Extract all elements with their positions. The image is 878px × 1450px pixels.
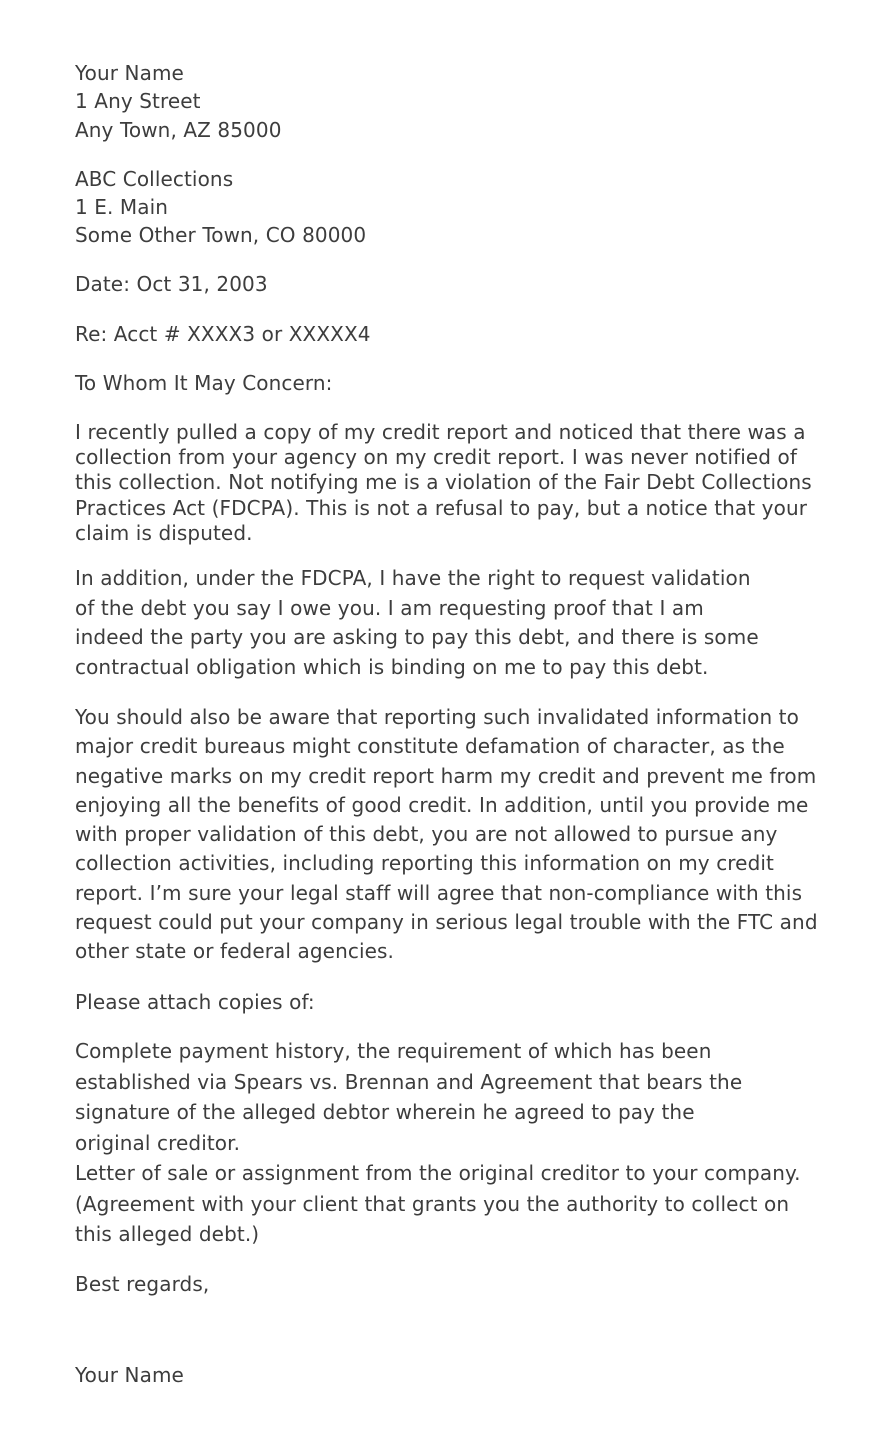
attachment-line: original creditor. [75, 1130, 241, 1155]
paragraph-line: other state or federal agencies. [75, 939, 394, 964]
recipient-street: 1 E. Main [75, 195, 169, 219]
letter-date: Date: Oct 31, 2003 [75, 272, 268, 296]
paragraph-line: I recently pulled a copy of my credit report and noticed that there was a [75, 420, 806, 444]
recipient-city: Some Other Town, CO 80000 [75, 223, 367, 247]
paragraph-line: indeed the party you are asking to pay this debt, and there is some [75, 625, 759, 649]
attachment-line: signature of the alleged debtor wherein he agreed to pay the [75, 1100, 695, 1124]
paragraph-line: You should also be aware that reporting such invalidated information to [75, 705, 799, 729]
paragraph-line: claim is disputed. [75, 520, 253, 545]
attachment-line: this alleged debt.) [75, 1222, 260, 1246]
paragraph-line: collection activities, including reporting this information on my credit [75, 851, 774, 876]
salutation: To Whom It May Concern: [75, 371, 333, 395]
paragraph-line: negative marks on my credit report harm my credit and prevent me from [75, 763, 817, 788]
attachments-list [75, 1036, 815, 1250]
paragraph-line: collection from your agency on my credit report. I was never notified of [75, 445, 798, 470]
paragraph-line: Practices Act (FDCPA). This is not a refusal to pay, but a notice that your [75, 495, 808, 520]
attach-intro: Please attach copies of: [75, 990, 315, 1014]
paragraph-line: major credit bureaus might constitute defamation of character, as the [75, 734, 785, 759]
paragraph-line: In addition, under the FDCPA, I have the right to request validation [75, 566, 751, 590]
recipient-name: ABC Collections [75, 167, 234, 191]
attachment-line: Complete payment history, the requirement of which has been [75, 1039, 712, 1063]
signature-name: Your Name [75, 1363, 184, 1387]
sender-city: Any Town, AZ 85000 [75, 118, 282, 142]
paragraph-line: this collection. Not notifying me is a violation of the Fair Debt Collections [75, 470, 812, 495]
attachment-line: (Agreement with your client that grants you the authority to collect on [75, 1191, 790, 1216]
closing: Best regards, [75, 1272, 210, 1296]
attachment-line: Letter of sale or assignment from the original creditor to your company. [75, 1161, 801, 1185]
sender-name: Your Name [75, 61, 184, 85]
paragraph-3 [75, 703, 818, 967]
reference-line: Re: Acct # XXXX3 or XXXXX4 [75, 322, 371, 346]
paragraph-2 [75, 564, 815, 682]
paragraph-line: with proper validation of this debt, you are not allowed to pursue any [75, 822, 778, 847]
paragraph-line: of the debt you say I owe you. I am requesting proof that I am [75, 595, 704, 620]
attachment-line: established via Spears vs. Brennan and Agreement that bears the [75, 1069, 743, 1094]
sender-street: 1 Any Street [75, 89, 201, 113]
paragraph-line: report. I’m sure your legal staff will agree that non-compliance with this [75, 880, 803, 905]
paragraph-line: request could put your company in serious legal trouble with the FTC and [75, 910, 818, 935]
paragraph-1 [75, 420, 815, 546]
paragraph-line: contractual obligation which is binding on me to pay this debt. [75, 654, 709, 679]
paragraph-line: enjoying all the benefits of good credit. In addition, until you provide me [75, 792, 809, 817]
